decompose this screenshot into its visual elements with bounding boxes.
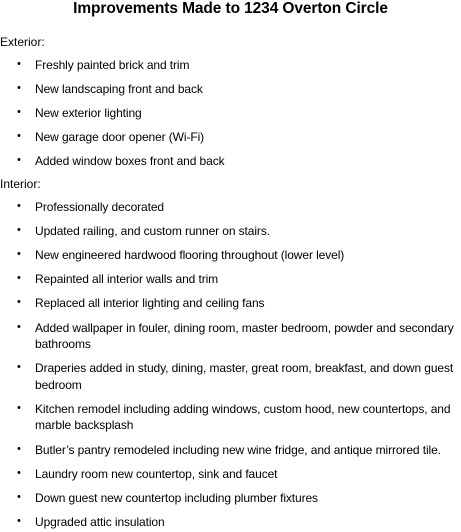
list-item: • Down guest new countertop including plumber fixtures: [17, 491, 318, 505]
list-item: • Professionally decorated: [17, 199, 165, 214]
list-item: • Butler’s pantry remodeled including new wine fridge, and antique mirrored tile.: [17, 442, 441, 457]
bullet-icon: •: [17, 57, 21, 70]
bullet-icon: •: [17, 199, 21, 212]
bullet-icon: •: [17, 515, 21, 528]
bullet-icon: •: [17, 154, 21, 167]
bullet-icon: •: [17, 466, 21, 479]
list-item: • Draperies added in study, dining, master, great room, breakfast, and down guest bedroom: [17, 361, 454, 392]
list-item: • New engineered hardwood flooring throughout (lower level): [17, 248, 345, 262]
bullet-icon: •: [17, 320, 21, 333]
bullet-icon: •: [17, 130, 21, 143]
list-item: • Replaced all interior lighting and ceiling fans: [17, 296, 265, 311]
bullet-icon: •: [17, 296, 21, 309]
bullet-icon: •: [17, 442, 21, 455]
exterior-list: [0, 57, 461, 170]
list-item: • New garage door opener (Wi-Fi): [17, 130, 205, 145]
section-heading-exterior: Exterior:: [0, 35, 45, 49]
list-item: • Kitchen remodel including adding windows, custom hood, new countertops, and marble backsplash: [17, 401, 451, 433]
list-item: • Upgraded attic insulation: [17, 515, 165, 530]
interior-list: [0, 199, 461, 531]
section-interior: [0, 177, 461, 531]
bullet-icon: •: [17, 248, 21, 260]
bullet-icon: •: [17, 272, 21, 285]
list-item: • Laundry room new countertop, sink and faucet: [17, 466, 278, 481]
list-item: • Added wallpaper in fouler, dining room, master bedroom, powder and secondary bathrooms: [17, 320, 454, 352]
bullet-icon: •: [17, 106, 21, 119]
list-item: • Added window boxes front and back: [17, 154, 225, 169]
list-item: • New landscaping front and back: [17, 81, 203, 96]
list-item: • Repainted all interior walls and trim: [17, 272, 219, 287]
section-heading-interior: Interior:: [0, 176, 41, 191]
bullet-icon: •: [17, 81, 21, 94]
bullet-icon: •: [17, 361, 21, 374]
bullet-icon: •: [17, 401, 21, 414]
document-title: Improvements Made to 1234 Overton Circle: [73, 0, 388, 17]
bullet-icon: •: [17, 491, 21, 503]
list-item: • New exterior lighting: [17, 106, 142, 121]
list-item: • Updated railing, and custom runner on stairs.: [17, 223, 270, 238]
section-exterior: [0, 35, 461, 170]
bullet-icon: •: [17, 223, 21, 236]
list-item: • Freshly painted brick and trim: [17, 57, 190, 72]
